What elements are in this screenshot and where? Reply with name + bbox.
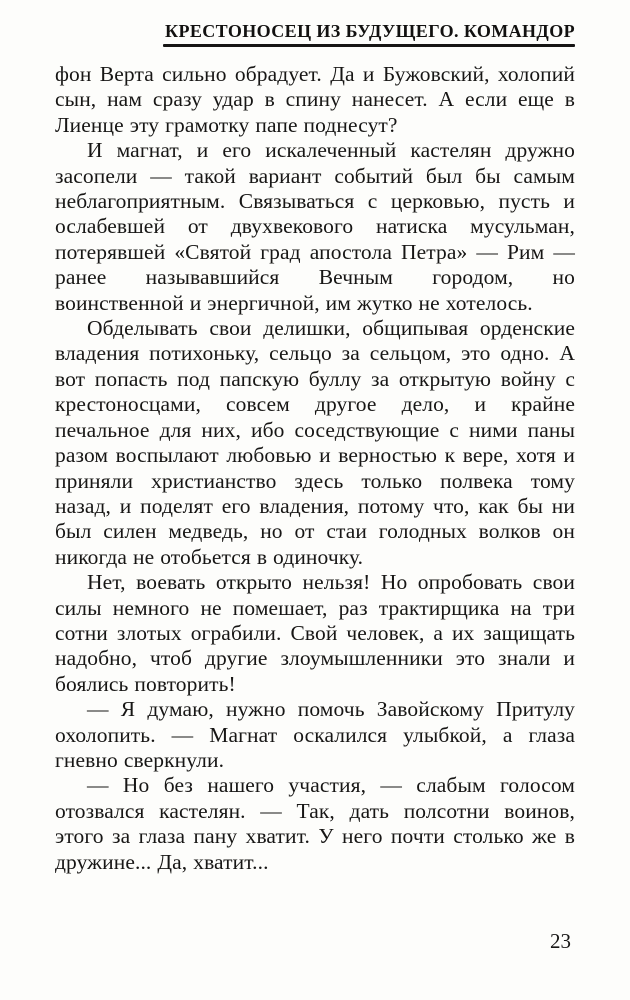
body-paragraph: фон Верта сильно обрадует. Да и Бужовский, холопий сын, нам сразу удар в спину нанесет. А если еще в Лиенце эту грамотку папе поднесут? <box>55 62 575 137</box>
page-number: 23 <box>550 929 571 953</box>
header-rule <box>163 44 575 47</box>
body-paragraph-dialogue: — Но без нашего участия, — слабым голосом отозвался кастелян. — Так, дать полсотни воинов, этого за глаза пану хватит. У него почти столько же в дружине... Да, хватит... <box>55 773 575 874</box>
running-header-title: КРЕСТОНОСЕЦ ИЗ БУДУЩЕГО. КОМАНДОР <box>165 21 575 41</box>
body-paragraph: Нет, воевать открыто нельзя! Но опробовать свои силы немного не помешает, раз трактирщика на три сотни злотых ограбили. Свой человек, а их защищать надобно, чтоб другие злоумышленники это знали и боялись повторить! <box>55 570 575 696</box>
body-paragraph: Обделывать свои делишки, общипывая орденские владения потихоньку, сельцо за сельцом, это одно. А вот попасть под папскую буллу за открытую войну с крестоносцами, совсем другое дело, и крайне печальное для них, ибо соседствующие с ними паны разом воспылают любовью и верностью к вере, хотя и приняли христианство здесь только полвека тому назад, и поделят его владения, потому что, как бы ни был силен медведь, но от стаи голодных волков он никогда не отобьется в одиночку. <box>55 316 575 569</box>
body-paragraph: И магнат, и его искалеченный кастелян дружно засопели — такой вариант событий был бы самым неблагоприятным. Связываться с церковью, пусть и ослабевшей от двухвекового натиска мусульман, потерявшей «Святой град апостола Петра» — Рим — ранее называвшийся Вечным городом, но воинственной и энергичной, им жутко не хотелось. <box>55 138 575 315</box>
page-body-text <box>55 62 575 875</box>
body-paragraph-dialogue: — Я думаю, нужно помочь Завойскому Притулу охолопить. — Магнат оскалился улыбкой, а глаза гневно сверкнули. <box>55 697 575 772</box>
